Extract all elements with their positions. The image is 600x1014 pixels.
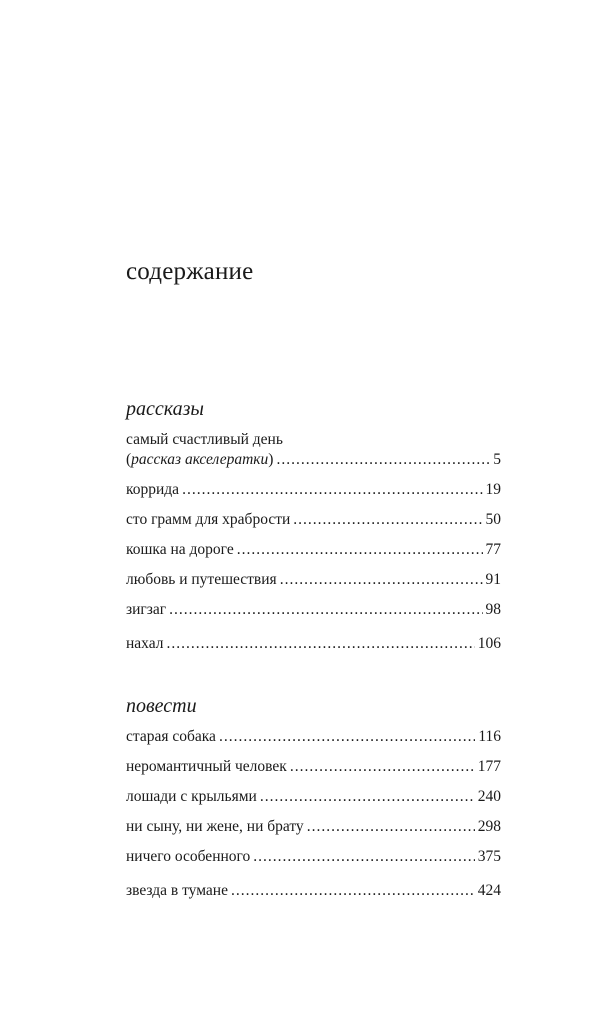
toc-entry-title: ни сыну, ни жене, ни брату xyxy=(126,818,304,835)
toc-entry-title: кошка на дороге xyxy=(126,541,234,558)
section-heading: рассказы xyxy=(126,398,204,420)
toc-section-stories xyxy=(126,396,501,664)
toc-entry-title: старая собака xyxy=(126,728,216,745)
toc-entry[interactable] xyxy=(126,600,501,620)
leader-dots xyxy=(260,787,475,807)
page-number: 116 xyxy=(478,728,501,745)
toc-entry[interactable] xyxy=(126,510,501,530)
leader-dots xyxy=(290,757,475,777)
page-number: 98 xyxy=(485,601,501,618)
leader-dots xyxy=(169,600,482,620)
leader-dots xyxy=(237,540,483,560)
toc-entry[interactable] xyxy=(126,430,501,470)
toc-entry-title: звезда в тумане xyxy=(126,882,228,899)
toc-entry[interactable] xyxy=(126,787,501,807)
page-number: 424 xyxy=(477,882,501,899)
toc-entry-title-line2: (рассказ акселератки) xyxy=(126,451,274,468)
toc-entry-title: зигзаг xyxy=(126,601,167,618)
toc-entry[interactable] xyxy=(126,634,501,654)
toc-entry[interactable] xyxy=(126,847,501,867)
leader-dots xyxy=(166,634,474,654)
leader-dots xyxy=(280,570,483,590)
page-number: 77 xyxy=(485,541,501,558)
toc-entry[interactable] xyxy=(126,727,501,747)
toc-entry-title: ничего особенного xyxy=(126,848,251,865)
leader-dots xyxy=(293,510,482,530)
toc-entry[interactable] xyxy=(126,817,501,837)
leader-dots xyxy=(253,847,475,867)
page-number: 91 xyxy=(485,571,501,588)
toc-entry-title: нахал xyxy=(126,635,164,652)
toc-entry-title: сто грамм для храбрости xyxy=(126,511,291,528)
leader-dots xyxy=(307,817,475,837)
page-number: 177 xyxy=(477,758,501,775)
toc-entry-title: неромантичный человек xyxy=(126,758,287,775)
toc-entry[interactable] xyxy=(126,480,501,500)
section-heading: повести xyxy=(126,695,197,717)
toc-entry[interactable] xyxy=(126,570,501,590)
toc-entry-title: лошади с крыльями xyxy=(126,788,257,805)
page-title: содержание xyxy=(126,258,254,285)
page-number: 240 xyxy=(477,788,501,805)
toc-entry[interactable] xyxy=(126,540,501,560)
page-number: 5 xyxy=(493,451,501,468)
page-number: 375 xyxy=(477,848,501,865)
toc-entry-title: коррида xyxy=(126,481,180,498)
page-number: 19 xyxy=(485,481,501,498)
leader-dots xyxy=(231,881,475,901)
page-number: 298 xyxy=(477,818,501,835)
leader-dots xyxy=(182,480,482,500)
toc-entry[interactable] xyxy=(126,757,501,777)
toc-section-novellas xyxy=(126,693,501,911)
toc-entry[interactable] xyxy=(126,881,501,901)
leader-dots xyxy=(219,727,475,747)
page-number: 50 xyxy=(485,511,501,528)
page-number: 106 xyxy=(477,635,501,652)
leader-dots xyxy=(276,450,490,470)
toc-entry-title-line1: самый счастливый день xyxy=(126,431,283,448)
toc-entry-title: любовь и путешествия xyxy=(126,571,277,588)
